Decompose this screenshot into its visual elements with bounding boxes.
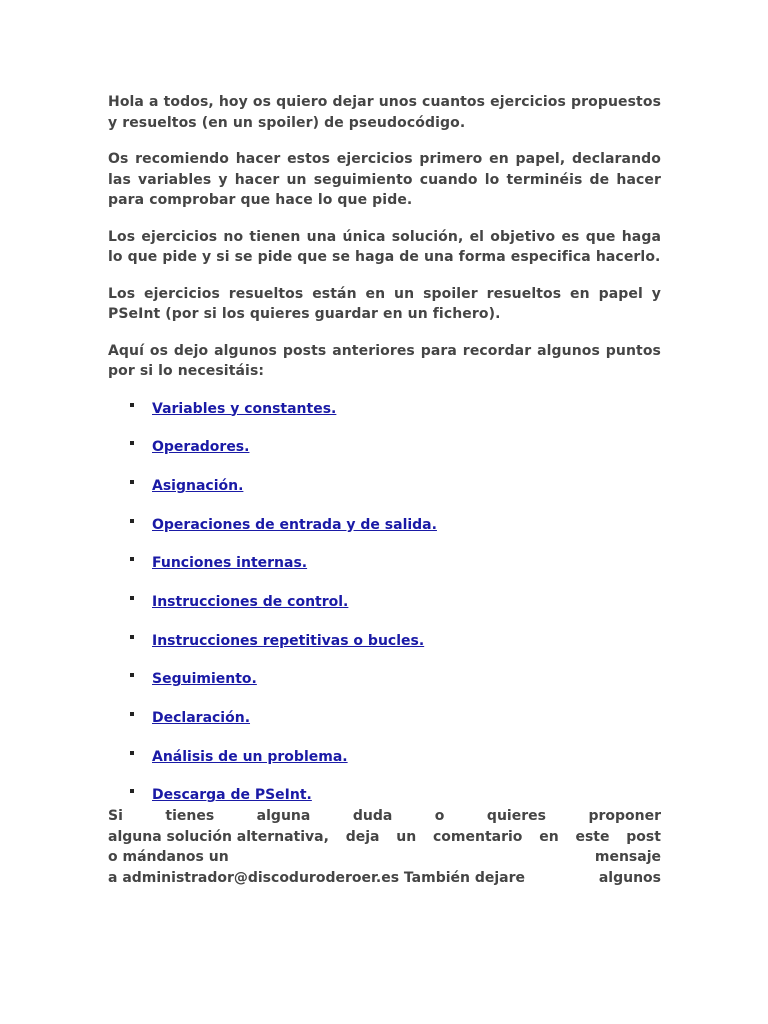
link-declaracion[interactable]: Declaración.	[152, 710, 251, 726]
list-item	[108, 552, 661, 591]
intro-paragraph-2: Os recomiendo hacer estos ejercicios primero en papel, declarando las variables y hacer un seguimiento cuando lo terminéis de hacer para comprobar que hace lo que pide.	[108, 151, 661, 208]
word: comentario	[432, 828, 523, 845]
bullet-icon	[130, 441, 134, 445]
link-analisis-problema[interactable]: Análisis de un problema.	[152, 748, 348, 765]
link-funciones-internas[interactable]: Funciones internas.	[152, 555, 308, 572]
intro-paragraph-4: Los ejercicios resueltos están en un spoiler resueltos en papel y PSeInt (por si los quieres guardar en un fichero).	[108, 285, 661, 322]
word: un	[396, 828, 417, 845]
list-item	[108, 707, 661, 746]
link-bucles[interactable]: Instrucciones repetitivas o bucles.	[152, 632, 425, 649]
bullet-icon	[130, 519, 134, 523]
word: quieres	[486, 808, 546, 825]
word: o	[434, 808, 445, 825]
list-item	[108, 668, 661, 707]
bullet-icon	[130, 635, 134, 639]
list-item	[108, 630, 661, 669]
word: o mándanos un	[108, 849, 229, 866]
list-item	[108, 475, 661, 514]
intro-paragraph-5: Aquí os dejo algunos posts anteriores para recordar algunos puntos por si lo necesitáis:	[108, 342, 661, 379]
word: algunos	[598, 869, 661, 886]
bullet-icon	[130, 557, 134, 561]
link-variables-constantes[interactable]: Variables y constantes.	[152, 400, 337, 417]
word: tienes	[165, 808, 215, 825]
email-text: a administrador@discoduroderoer.es También dejare	[108, 869, 526, 886]
word: alguna	[256, 808, 311, 825]
bullet-icon	[130, 712, 134, 716]
bullet-icon	[130, 751, 134, 755]
bullet-icon	[130, 673, 134, 677]
list-item	[108, 398, 661, 437]
intro-paragraph-3: Los ejercicios no tienen una única solución, el objetivo es que haga lo que pide y si se pide que se haga de una forma especifica hacerlo.	[108, 228, 661, 265]
bullet-icon	[130, 480, 134, 484]
closing-line-2	[108, 827, 661, 848]
list-item	[108, 436, 661, 475]
word: este	[575, 828, 610, 845]
closing-paragraph	[108, 806, 661, 888]
link-asignacion[interactable]: Asignación.	[152, 477, 244, 494]
word: mensaje	[594, 849, 661, 866]
link-instrucciones-control[interactable]: Instrucciones de control.	[152, 593, 349, 610]
word: proponer	[588, 808, 661, 825]
related-posts-list	[108, 398, 661, 807]
word: deja	[345, 828, 380, 845]
closing-line-1	[108, 806, 661, 827]
link-seguimiento[interactable]: Seguimiento.	[152, 671, 257, 688]
document-page	[108, 92, 661, 888]
bullet-icon	[130, 403, 134, 407]
list-item	[108, 591, 661, 630]
bullet-icon	[130, 789, 134, 793]
intro-paragraph-1: Hola a todos, hoy os quiero dejar unos cuantos ejercicios propuestos y resueltos (en un spoiler) de pseudocódigo.	[108, 94, 661, 131]
word: post	[626, 828, 661, 845]
link-descarga-pseint[interactable]: Descarga de PSeInt.	[152, 787, 312, 804]
word: duda	[352, 808, 393, 825]
link-entrada-salida[interactable]: Operaciones de entrada y de salida.	[152, 516, 437, 533]
bullet-icon	[130, 596, 134, 600]
closing-line-3	[108, 847, 661, 868]
link-operadores[interactable]: Operadores.	[152, 439, 250, 456]
list-item	[108, 784, 661, 806]
word: Si	[108, 808, 123, 825]
closing-line-4	[108, 868, 661, 889]
list-item	[108, 746, 661, 785]
list-item	[108, 514, 661, 553]
word: alguna solución alternativa,	[108, 828, 329, 845]
word: en	[539, 828, 559, 845]
